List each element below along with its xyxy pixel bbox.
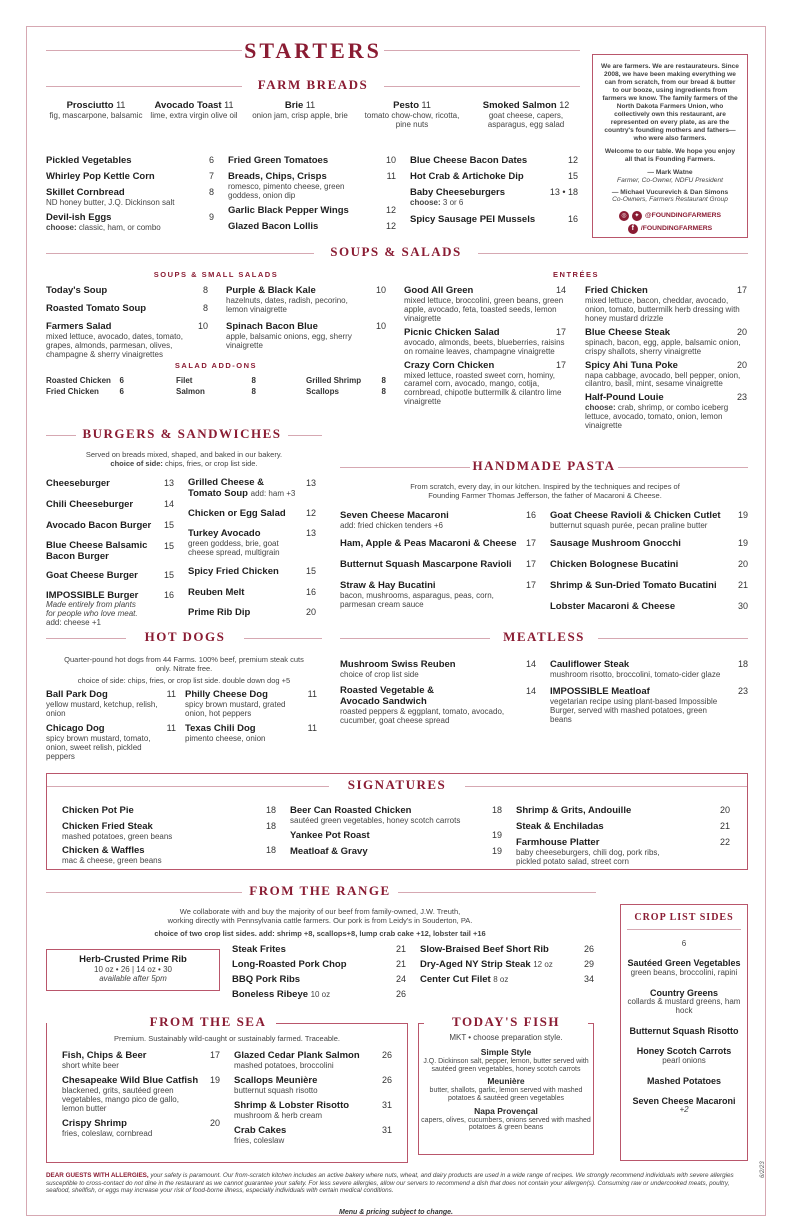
pasta-item: Seven Cheese Macaroni 16 add: fried chicken tenders +6 [340, 510, 536, 530]
crop-item-desc: collards & mustard greens, ham hock [627, 997, 741, 1016]
pasta-intro: From scratch, every day, in our kitchen. Inspired by the techniques and recipes of Founding Farmer Thomas Jefferson, the father of Macaroni & Cheese. [410, 482, 680, 501]
entree-item: Crazy Corn Chicken 17 mixed lettuce, roasted sweet corn, hominy, caramel corn, avocado, mango, cotija, cornbread, chipotle buttermilk & cilantro lime vinaigrette [404, 359, 566, 407]
sea-item: Chesapeake Wild Blue Catfish 19 blackened, grits, sautéed green vegetables, mango pico de gallo, lemon butter [62, 1074, 220, 1113]
starters-column [228, 155, 396, 233]
facebook-icon[interactable]: f [628, 224, 638, 234]
allergy-disclaimer: DEAR GUESTS WITH ALLERGIES, your safety is paramount. Our from-scratch kitchen includes an active bakery where nuts, wheat, and dairy products are used in a wide range of recipes. We strongly recommend individuals with severe allergies susceptible to cross-contact do not dine in the restaurant as we cannot guarantee your safety. For less severe allergies, allow our servers to recommend a dish that does not contain your allergen(s). Consuming raw or undercooked meats, poultry, seafood, shellfish, or eggs may increase your risk of food-borne illness, especially individuals with certain medical conditions. [46, 1172, 734, 1195]
crop-list-box [620, 904, 748, 1161]
divider [244, 638, 322, 639]
todays-fish-title: TODAY'S FISH [424, 1015, 588, 1030]
starter-item: Spicy Sausage PEI Mussels 16 [410, 213, 578, 225]
soups-small-salads-title: SOUPS & SMALL SALADS [153, 270, 279, 279]
entree-item: Good All Green 14 mixed lettuce, broccolini, green beans, green apple, avocado, feta, toasted seeds, lemon vinaigrette [404, 285, 566, 323]
divider [288, 435, 322, 436]
crop-item-name: Seven Cheese Macaroni [632, 1095, 736, 1106]
entree-item: Picnic Chicken Salad 17 avocado, almonds, beets, blueberries, raisins on romaine leaves, champagne vinaigrette [404, 326, 566, 356]
pasta-item: Butternut Squash Mascarpone Ravioli 17 [340, 558, 536, 570]
fish-style-name: Meunière [487, 1076, 525, 1087]
signature-item: Farmhouse Platter 22 baby cheeseburgers, chili dog, pork ribs, pickled potato salad, street corn [516, 836, 730, 866]
soups-column [226, 285, 386, 351]
range-column [232, 944, 406, 1001]
pasta-column [550, 510, 748, 613]
divider [46, 253, 314, 254]
addon-item: Fried Chicken 6 [46, 387, 124, 396]
signature-item: Chicken Fried Steak 18 mashed potatoes, green beans [62, 820, 276, 841]
signature-1: — Mark Watne [647, 169, 693, 177]
signature-item: Chicken Pot Pie 18 [62, 805, 276, 816]
signatures-title: SIGNATURES [347, 777, 447, 792]
pasta-item: Shrimp & Sun-Dried Tomato Bucatini 21 [550, 579, 748, 591]
hot-dog-item: Texas Chili Dog 11 pimento cheese, onion [185, 722, 317, 743]
fish-style-desc: capers, olives, cucumbers, onions served with mashed potatoes & green beans [421, 1116, 591, 1132]
range-item: Long-Roasted Pork Chop 21 [232, 958, 406, 970]
range-item: Steak Frites 21 [232, 944, 406, 955]
hot-dogs-title: HOT DOGS [144, 629, 226, 644]
soup-item: Today's Soup 8 [46, 285, 208, 296]
sea-item: Glazed Cedar Plank Salmon 26 mashed potatoes, broccolini [234, 1050, 392, 1070]
pasta-item: Lobster Macaroni & Cheese 30 [550, 600, 748, 612]
range-intro: We collaborate with and buy the majority of our beef from family-owned, J.W. Treuth, working directly with Pennsylvania cattle farmers. Our pork is from Leidy's in Souderton, PA. choice of two crop list sides. add: shrimp +8, scallops+8, lump crab cake +12, lobster tail +16 [154, 907, 486, 938]
starter-item: Fried Green Tomatoes 10 [228, 155, 396, 166]
starter-item: Pickled Vegetables 6 [46, 155, 214, 166]
social-handle[interactable]: /FOUNDINGFARMERS [640, 224, 713, 232]
farmers-statement-box [592, 54, 748, 238]
range-item: Slow-Braised Beef Short Rib 26 [420, 944, 594, 955]
pasta-item: Straw & Hay Bucatini 17 bacon, mushrooms, asparagus, peas, corn, parmesan cream sauce [340, 579, 536, 609]
burger-item: Goat Cheese Burger 15 [46, 569, 174, 581]
social-row [601, 224, 739, 234]
farm-bread-item: Pesto 11 tomato chow-chow, ricotta, pine nuts [364, 100, 460, 129]
divider [46, 892, 242, 893]
farm-bread-item: Smoked Salmon 12 goat cheese, capers, asparagus, egg salad [482, 100, 570, 129]
hot-dog-item: Chicago Dog 11 spicy brown mustard, tomato, onion, sweet relish, pickled peppers [46, 722, 176, 761]
burger-item: Chili Cheeseburger 14 [46, 498, 174, 510]
hot-dogs-intro: Quarter-pound hot dogs from 44 Farms. 100% beef, premium steak cuts only. Nitrate free. choice of side: chips, fries, or crop list side. double down dog +5 [64, 655, 304, 685]
fish-style-desc: J.Q. Dickinson salt, pepper, lemon, butter served with sautéed green vegetables, honey scotch carrots [423, 1057, 589, 1073]
entree-item: Spicy Ahi Tuna Poke 20 napa cabbage, avocado, bell pepper, onion, cilantro, basil, mint, sesame vinaigrette [585, 359, 747, 389]
signature-item: Steak & Enchiladas 21 [516, 820, 730, 832]
divider [46, 638, 126, 639]
crop-item-desc: pearl onions [662, 1055, 706, 1065]
sea-item: Crab Cakes 31 fries, coleslaw [234, 1124, 392, 1145]
sea-item: Fish, Chips & Beer 17 short white beer [62, 1050, 220, 1070]
crop-item-name: Honey Scotch Carrots [636, 1046, 732, 1057]
addon-item: Scallops 8 [306, 387, 386, 396]
sandwich-item: Reuben Melt 16 [188, 586, 316, 598]
sandwich-item: Chicken or Egg Salad 12 [188, 507, 316, 519]
starter-item: Devil-ish Eggs 9 choose: classic, ham, or combo [46, 211, 214, 232]
farm-bread-item: Brie 11 onion jam, crisp apple, brie [252, 100, 348, 120]
date-code: 6/2/23 [760, 1161, 766, 1178]
sea-item: Scallops Meunière 26 butternut squash risotto [234, 1074, 392, 1095]
divider [465, 786, 747, 787]
divider [398, 892, 596, 893]
divider [47, 786, 329, 787]
burgers-intro: Served on breads mixed, shaped, and baked in our bakery. choice of side: chips, fries, or crop list side. [85, 450, 283, 469]
burger-item: Cheeseburger 13 [46, 478, 174, 489]
soup-item: Spinach Bacon Blue 10 apple, balsamic onions, egg, sherry vinaigrette [226, 320, 386, 350]
soups-column [46, 285, 208, 360]
addon-item: Roasted Chicken 6 [46, 376, 124, 385]
signature-item: Yankee Pot Roast 19 [290, 829, 502, 841]
crop-item-desc: +2 [679, 1105, 689, 1115]
meatless-item: Mushroom Swiss Reuben 14 choice of crop list side [340, 659, 536, 679]
starter-item: Garlic Black Pepper Wings 12 [228, 204, 396, 216]
crop-item-desc: green beans, broccolini, rapini [630, 967, 738, 977]
starters-column [46, 155, 214, 233]
starter-item: Breads, Chips, Crisps 11 romesco, pimento cheese, green goddess, onion dip [228, 170, 396, 200]
divider [340, 638, 490, 639]
starter-item: Baby Cheeseburgers 13 • 18 choose: 3 or 6 [410, 186, 578, 207]
sandwich-item: Spicy Fried Chicken 15 [188, 565, 316, 577]
starter-item: Skillet Cornbread 8 ND honey butter, J.Q. Dickinson salt [46, 186, 214, 207]
sandwich-item: Turkey Avocado 13 green goddess, brie, goat cheese spread, multigrain [188, 527, 316, 557]
crop-item-name: Sautéed Green Vegetables [627, 958, 741, 969]
farm-breads-title: FARM BREADS [257, 77, 369, 92]
burger-item: IMPOSSIBLE Burger 16 Made entirely from plants for people who love meat. add: cheese +1 [46, 589, 174, 628]
signature-1-title: Farmer, Co-Owner, NDFU President [617, 176, 723, 184]
starters-column [410, 155, 578, 226]
prime-rib-box: Herb-Crusted Prime Rib 10 oz • 26 | 14 oz • 30 available after 5pm [46, 949, 220, 991]
soup-item: Roasted Tomato Soup 8 [46, 302, 208, 314]
social-row [601, 211, 739, 221]
farm-bread-item: Prosciutto 11 fig, mascarpone, balsamic [49, 100, 143, 120]
signature-2-title: Co-Owners, Farmers Restaurant Group [612, 196, 728, 204]
sea-title: FROM THE SEA [140, 1015, 276, 1030]
hot-dog-item: Philly Cheese Dog 11 spicy brown mustard, grated onion, hot peppers [185, 689, 317, 718]
meatless-column [340, 659, 536, 726]
signature-2: — Michael Vucurevich & Dan Simons [611, 188, 729, 196]
farmers-statement: We are farmers. We are restaurateurs. Since 2008, we have been making everything we can from scratch, from our bread & butter to our booze, using ingredients from farmers we know. The family farmers of the North Dakota Farmers Union, who collectively own this restaurant, are represented on every plate, as are the country's founding mothers and fathers—who were also farmers. [601, 63, 739, 143]
entrees-title: ENTRÉES [553, 270, 599, 279]
soup-item: Farmers Salad 10 mixed lettuce, avocado, dates, tomato, grapes, almonds, parmesan, olives, champagne & sherry vinaigrettes [46, 320, 208, 359]
welcome-text: Welcome to our table. We hope you enjoy all that is Founding Farmers. [604, 148, 736, 164]
starter-item: Glazed Bacon Lollis 12 [228, 220, 396, 232]
sea-item: Crispy Shrimp 20 fries, coleslaw, cornbread [62, 1117, 220, 1138]
pasta-item: Chicken Bolognese Bucatini 20 [550, 558, 748, 570]
sea-intro: Premium. Sustainably wild-caught or sustainably farmed. Traceable. [114, 1034, 340, 1043]
fish-style-name: Simple Style [480, 1046, 532, 1057]
entree-item: Half-Pound Louie 23 choose: crab, shrimp, or combo iceberg lettuce, avocado, tomato, onion, lemon vinaigrette [585, 392, 747, 431]
soups-salads-title: SOUPS & SALADS [330, 244, 462, 259]
signatures-column [62, 805, 276, 866]
meatless-title: MEATLESS [503, 629, 585, 644]
addon-item: Filet 8 [176, 376, 256, 385]
divider [46, 435, 76, 436]
salad-addons-title: SALAD ADD-ONS [174, 361, 258, 370]
range-item: Dry-Aged NY Strip Steak 12 oz 29 [420, 958, 594, 970]
fish-style-name: Napa Provençal [474, 1105, 538, 1116]
pasta-item: Sausage Mushroom Gnocchi 19 [550, 537, 748, 549]
entrees-column [404, 285, 566, 407]
signature-item: Beer Can Roasted Chicken 18 sautéed green vegetables, honey scotch carrots [290, 805, 502, 825]
crop-item-name: Butternut Squash Risotto [629, 1026, 739, 1036]
divider [46, 50, 242, 51]
entrees-column [585, 285, 747, 431]
divider [47, 1023, 147, 1024]
divider [384, 86, 580, 87]
twitter-icon[interactable]: ✦ [632, 211, 642, 221]
signature-item: Shrimp & Grits, Andouille 20 [516, 805, 730, 816]
entree-item: Fried Chicken 17 mixed lettuce, bacon, cheddar, avocado, onion, tomato, buttermilk herb dressing with honey mustard drizzle [585, 285, 747, 323]
burgers-column [46, 478, 174, 628]
divider [46, 86, 242, 87]
sea-column [234, 1050, 392, 1146]
addon-item: Salmon 8 [176, 387, 256, 396]
range-item: BBQ Pork Ribs 24 [232, 973, 406, 985]
starter-item: Whirley Pop Kettle Corn 7 [46, 170, 214, 182]
social-handle[interactable]: @FOUNDINGFARMERS [644, 211, 722, 219]
signatures-column [516, 805, 730, 867]
pasta-column [340, 510, 536, 610]
divider [598, 638, 748, 639]
burger-item: Blue Cheese Balsamic Bacon Burger 15 [46, 539, 174, 562]
hot-dogs-column [185, 689, 317, 744]
instagram-icon[interactable]: ◎ [619, 211, 629, 221]
farm-bread-item: Avocado Toast 11 lime, extra virgin olive oil [150, 100, 238, 120]
sandwiches-column [188, 478, 316, 619]
todays-fish-content [420, 1034, 592, 1132]
pasta-title: HANDMADE PASTA [472, 458, 616, 473]
crop-list-price: 6 [681, 938, 687, 948]
sea-item: Shrimp & Lobster Risotto 31 mushroom & herb cream [234, 1099, 392, 1120]
signatures-column [290, 805, 502, 858]
starter-item: Hot Crab & Artichoke Dip 15 [410, 170, 578, 182]
hot-dog-item: Ball Park Dog 11 yellow mustard, ketchup, relish, onion [46, 689, 176, 718]
sandwich-item: Grilled Cheese & Tomato Soup add: ham +3 13 [188, 477, 316, 499]
burger-item: Avocado Bacon Burger 15 [46, 519, 174, 531]
range-item: Center Cut Filet 8 oz 34 [420, 973, 594, 985]
addon-item: Grilled Shrimp 8 [306, 376, 386, 385]
sea-column [62, 1050, 220, 1139]
starter-item: Blue Cheese Bacon Dates 12 [410, 155, 578, 166]
signature-item: Chicken & Waffles 18 mac & cheese, green beans [62, 844, 276, 865]
crop-list-title: CROP LIST SIDES [627, 912, 741, 930]
meatless-item: Cauliflower Steak 18 mushroom risotto, broccolini, tomato-cider glaze [550, 659, 748, 679]
range-column [420, 944, 594, 986]
starters-title: STARTERS [244, 38, 382, 63]
footer-note: Menu & pricing subject to change. [339, 1209, 453, 1216]
pasta-item: Ham, Apple & Peas Macaroni & Cheese 17 [340, 537, 536, 549]
sandwich-item: Prime Rib Dip 20 [188, 607, 316, 619]
fish-intro: MKT • choose preparation style. [449, 1033, 563, 1042]
crop-item-name: Country Greens [649, 987, 718, 998]
crop-item-name: Mashed Potatoes [646, 1075, 722, 1086]
range-item: Boneless Ribeye 10 oz 26 [232, 988, 406, 1000]
divider [384, 50, 580, 51]
fish-style-desc: butter, shallots, garlic, lemon served with mashed potatoes & sautéed green vegetables [429, 1087, 583, 1102]
entree-item: Blue Cheese Steak 20 spinach, bacon, egg, apple, balsamic onion, crispy shallots, sherry vinaigrette [585, 326, 747, 356]
divider [618, 467, 748, 468]
meatless-column [550, 659, 748, 725]
divider [478, 253, 748, 254]
pasta-item: Goat Cheese Ravioli & Chicken Cutlet 19 butternut squash purée, pecan praline butter [550, 510, 748, 530]
signature-item: Meatloaf & Gravy 19 [290, 845, 502, 857]
soup-item: Purple & Black Kale 10 hazelnuts, dates, radish, pecorino, lemon vinaigrette [226, 285, 386, 314]
burgers-title: BURGERS & SANDWICHES [82, 426, 282, 441]
meatless-item: IMPOSSIBLE Meatloaf 23 vegetarian recipe using plant-based Impossible Burger, served with mashed potatoes, green beans [550, 685, 748, 724]
divider [340, 467, 470, 468]
hot-dogs-column [46, 689, 176, 762]
range-title: FROM THE RANGE [249, 883, 391, 898]
meatless-item: Roasted Vegetable & Avocado Sandwich 14 roasted peppers & eggplant, tomato, avocado, cucumber, goat cheese spread [340, 684, 536, 725]
